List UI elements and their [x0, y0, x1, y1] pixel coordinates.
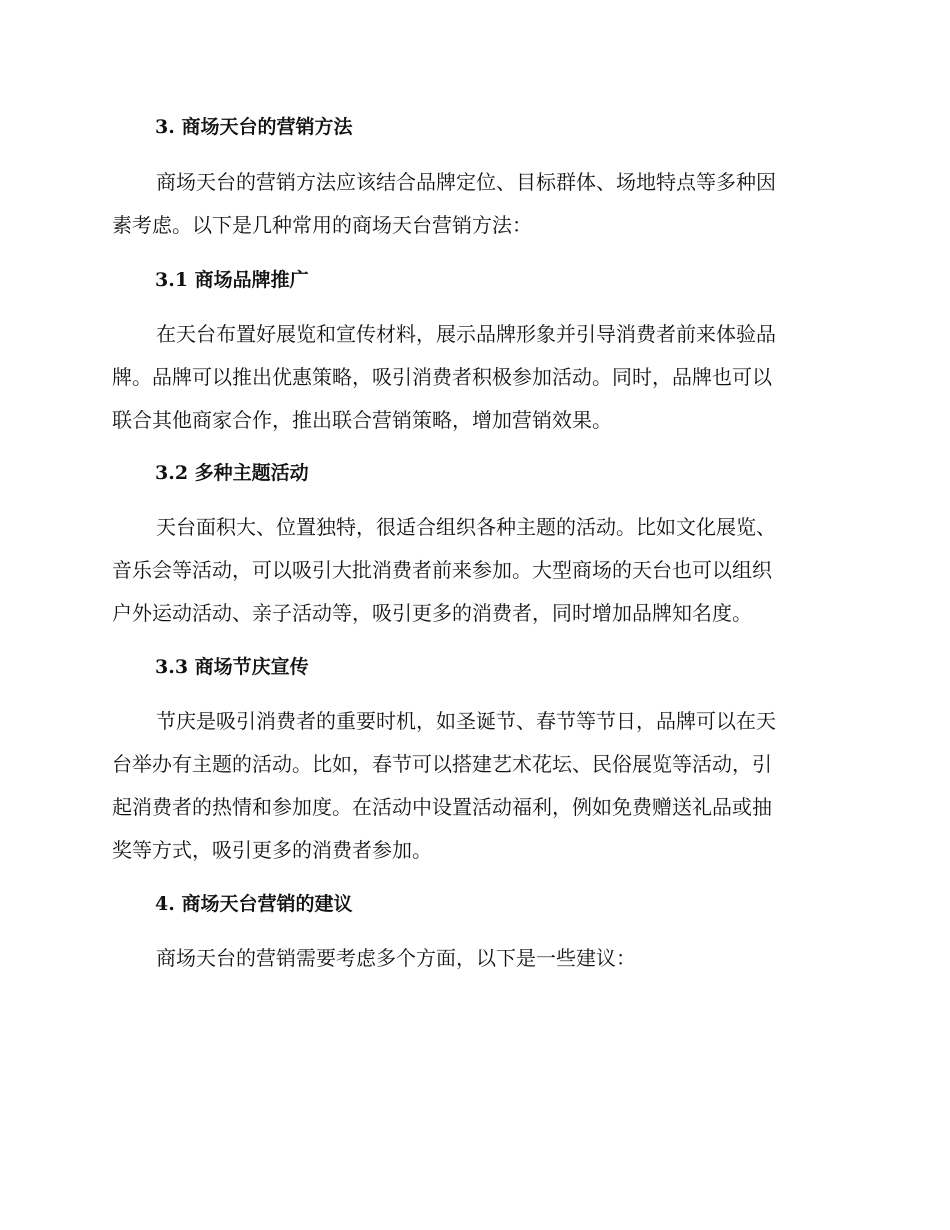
paragraph-line: 节庆是吸引消费者的重要时机，如圣诞节、春节等节日，品牌可以在天	[156, 709, 776, 733]
paragraph-3-3	[112, 700, 832, 872]
paragraph-line: 在天台布置好展览和宣传材料，展示品牌形象并引导消费者前来体验品	[156, 322, 776, 346]
paragraph-line: 音乐会等活动，可以吸引大批消费者前来参加。大型商场的天台也可以组织	[112, 558, 772, 582]
section-heading-3-2: 3.2 多种主题活动	[155, 462, 309, 484]
paragraph-line: 台举办有主题的活动。比如，春节可以搭建艺术花坛、民俗展览等活动，引	[112, 752, 772, 776]
paragraph-line: 联合其他商家合作，推出联合营销策略，增加营销效果。	[112, 408, 612, 432]
section-heading-3: 3. 商场天台的营销方法	[155, 116, 353, 138]
paragraph-line: 牌。品牌可以推出优惠策略，吸引消费者积极参加活动。同时，品牌也可以	[112, 365, 772, 389]
paragraph-line: 天台面积大、位置独特，很适合组织各种主题的活动。比如文化展览、	[156, 515, 776, 539]
paragraph-4-intro	[112, 937, 832, 980]
paragraph-line: 商场天台的营销方法应该结合品牌定位、目标群体、场地特点等多种因	[156, 170, 776, 194]
paragraph-3-1	[112, 313, 832, 442]
section-heading-3-3: 3.3 商场节庆宣传	[155, 656, 309, 678]
paragraph-3-intro	[112, 161, 832, 247]
paragraph-line: 奖等方式，吸引更多的消费者参加。	[112, 838, 432, 862]
section-heading-4: 4. 商场天台营销的建议	[155, 893, 353, 915]
paragraph-line: 户外运动活动、亲子活动等，吸引更多的消费者，同时增加品牌知名度。	[112, 601, 752, 625]
paragraph-line: 起消费者的热情和参加度。在活动中设置活动福利，例如免费赠送礼品或抽	[112, 795, 772, 819]
paragraph-line: 商场天台的营销需要考虑多个方面，以下是一些建议：	[156, 946, 636, 970]
paragraph-3-2	[112, 506, 832, 635]
section-heading-3-1: 3.1 商场品牌推广	[155, 269, 309, 291]
paragraph-line: 素考虑。以下是几种常用的商场天台营销方法：	[112, 213, 532, 237]
